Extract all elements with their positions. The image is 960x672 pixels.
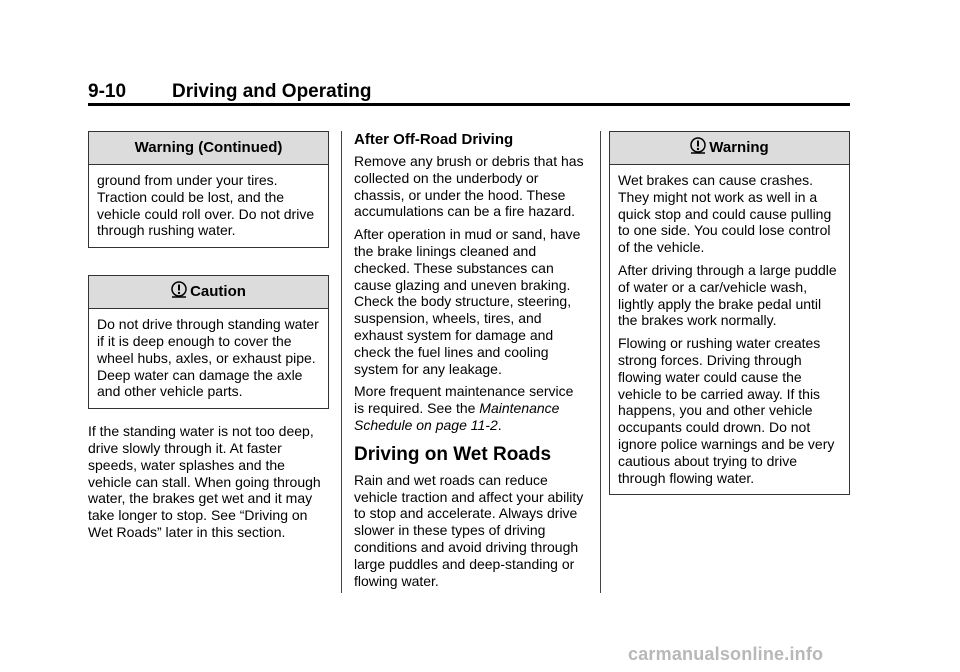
offroad-paragraph-3 xyxy=(354,383,586,433)
caution-title: Caution xyxy=(190,283,246,301)
caution-text: Do not drive through standing water if it is deep enough to cover the wheel hubs, axles, or exhaust pipe. Deep water can damage the axle and other vehicle parts. xyxy=(97,316,319,400)
maintenance-text: More frequent maintenance service is required. See the xyxy=(354,383,574,417)
warning-body xyxy=(610,165,849,494)
page-number: 9-10 xyxy=(88,81,127,102)
caution-body xyxy=(89,309,328,408)
column-divider xyxy=(600,131,601,593)
standing-water-paragraph: If the standing water is not too deep, drive slowly through it. At faster speeds, water splashes and the vehicle can stall. When going through water, the brakes get wet and it may take longer to stop. See “Driving on Wet Roads” later in this section. xyxy=(88,423,321,540)
warning-continued-title: Warning (Continued) xyxy=(89,132,328,165)
warning-continued-body xyxy=(89,165,328,247)
warning-paragraph-2: After driving through a large puddle of water or a car/vehicle wash, lightly apply the brake pedal until the brakes work normally. xyxy=(618,261,837,329)
caution-symbol-icon xyxy=(171,278,187,310)
wet-roads-heading: Driving on Wet Roads xyxy=(354,443,552,465)
column-right xyxy=(609,131,850,495)
page-header xyxy=(88,80,850,104)
warning-paragraph-1: Wet brakes can cause crashes. They might not work as well in a quick stop and could cause pulling to one side. You could lose control of the vehicle. xyxy=(618,172,832,256)
column-divider xyxy=(341,131,342,593)
warning-continued-box xyxy=(88,131,329,248)
caution-box xyxy=(88,275,329,409)
after-offroad-heading: After Off-Road Driving xyxy=(354,131,514,148)
header-rule xyxy=(88,103,850,106)
maintenance-text-end: . xyxy=(497,416,502,433)
warning-paragraph-3: Flowing or rushing water creates strong forces. Driving through flowing water could cause the vehicle to be carried away. If this happens, you and other vehicle occupants could drown. Do not ignore police warnings and be very cautious about trying to drive through flowing water. xyxy=(618,335,835,486)
column-left xyxy=(88,131,329,547)
chapter-title: Driving and Operating xyxy=(172,81,372,102)
offroad-paragraph-2: After operation in mud or sand, have the brake linings cleaned and checked. These substances can cause glazing and uneven braking. Check the body structure, steering, suspension, wheels, tires, and exhaust system for damage and check the fuel lines and cooling system for any leakage. xyxy=(354,226,581,377)
warning-box xyxy=(609,131,850,495)
warning-header xyxy=(610,132,849,165)
site-watermark: carmanualsonline.info xyxy=(628,644,824,664)
wet-roads-paragraph: Rain and wet roads can reduce vehicle traction and affect your ability to stop and accelerate. Always drive slower in these types of driving conditions and avoid driving through large puddles and deep-standing or flowing water. xyxy=(354,471,584,589)
maintenance-schedule-link[interactable]: Maintenance Schedule on page 11‑2 xyxy=(354,400,560,433)
caution-header xyxy=(89,276,328,309)
warning-title: Warning xyxy=(709,139,769,156)
column-middle xyxy=(354,131,586,595)
warning-continued-text: ground from under your tires. Traction could be lost, and the vehicle could roll over. Do not drive through rushing water. xyxy=(97,172,315,239)
offroad-paragraph-1: Remove any brush or debris that has collected on the underbody or chassis, or under the hood. These accumulations can be a fire hazard. xyxy=(354,153,584,220)
warning-symbol-icon xyxy=(690,134,706,166)
